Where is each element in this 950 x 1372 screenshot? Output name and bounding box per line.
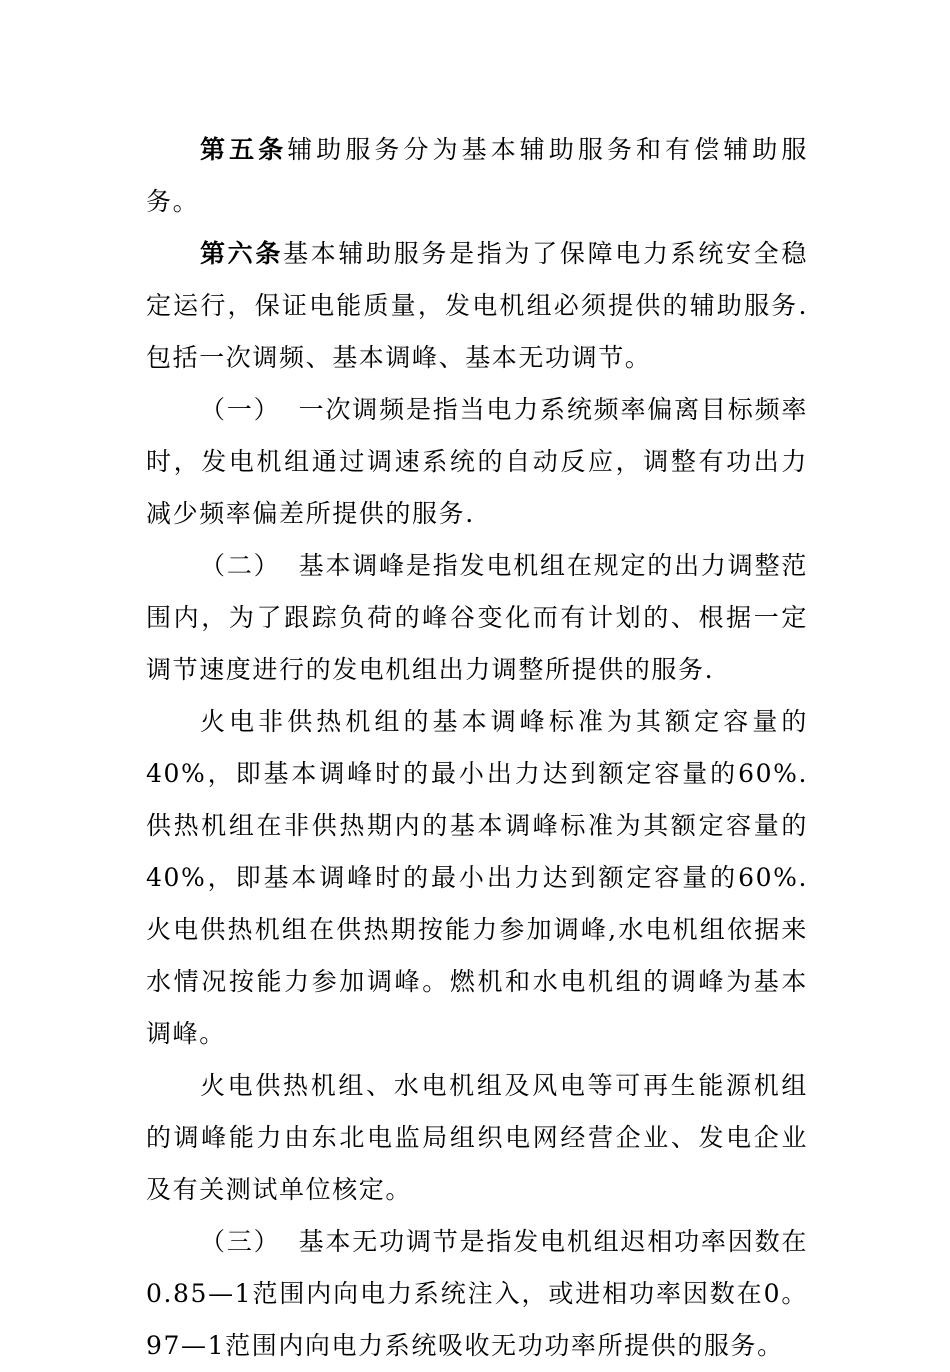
article-6 [146,228,808,384]
peak-standard-paragraph: 火电非供热机组的基本调峰标准为其额定容量的40%，即基本调峰时的最小出力达到额定容量的60%.供热机组在非供热期内的基本调峰标准为其额定容量的40%，即基本调峰时的最小出力达到额定容量的60%.火电供热机组在供热期按能力参加调峰,水电机组依据来水情况按能力参加调峰。燃机和水电机组的调峰为基本调峰。 [146,707,808,1048]
item-3-text: 基本无功调节是指发电机组迟相功率因数在0.85—1范围内向电力系统注入，或进相功率因数在0。97—1范围内向电力系统吸收无功功率所提供的服务。 [146,1227,808,1360]
peak-capability-paragraph: 火电供热机组、水电机组及风电等可再生能源机组的调峰能力由东北电监局组织电网经营企业、发电企业及有关测试单位核定。 [146,1071,808,1204]
item-2 [146,540,808,696]
item-1-text: 一次调频是指当电力系统频率偏离目标频率时，发电机组通过调速系统的自动反应，调整有功出力减少频率偏差所提供的服务. [146,395,808,528]
item-3-marker: （三） [200,1227,281,1256]
item-3 [146,1216,808,1372]
document-page [146,124,808,1372]
article-6-text: 基本辅助服务是指为了保障电力系统安全稳定运行，保证电能质量，发电机组必须提供的辅助服务.包括一次调频、基本调峰、基本无功调节。 [146,239,808,372]
article-6-heading: 第六条 [200,239,284,268]
item-1-marker: （一） [200,395,281,424]
item-1 [146,384,808,540]
article-5-text: 辅助服务分为基本辅助服务和有偿辅助服务。 [146,135,808,216]
article-5-heading: 第五条 [200,135,288,164]
item-2-text: 基本调峰是指发电机组在规定的出力调整范围内，为了跟踪负荷的峰谷变化而有计划的、根据一定调节速度进行的发电机组出力调整所提供的服务. [146,551,808,684]
item-2-marker: （二） [200,551,281,580]
article-5 [146,124,808,228]
